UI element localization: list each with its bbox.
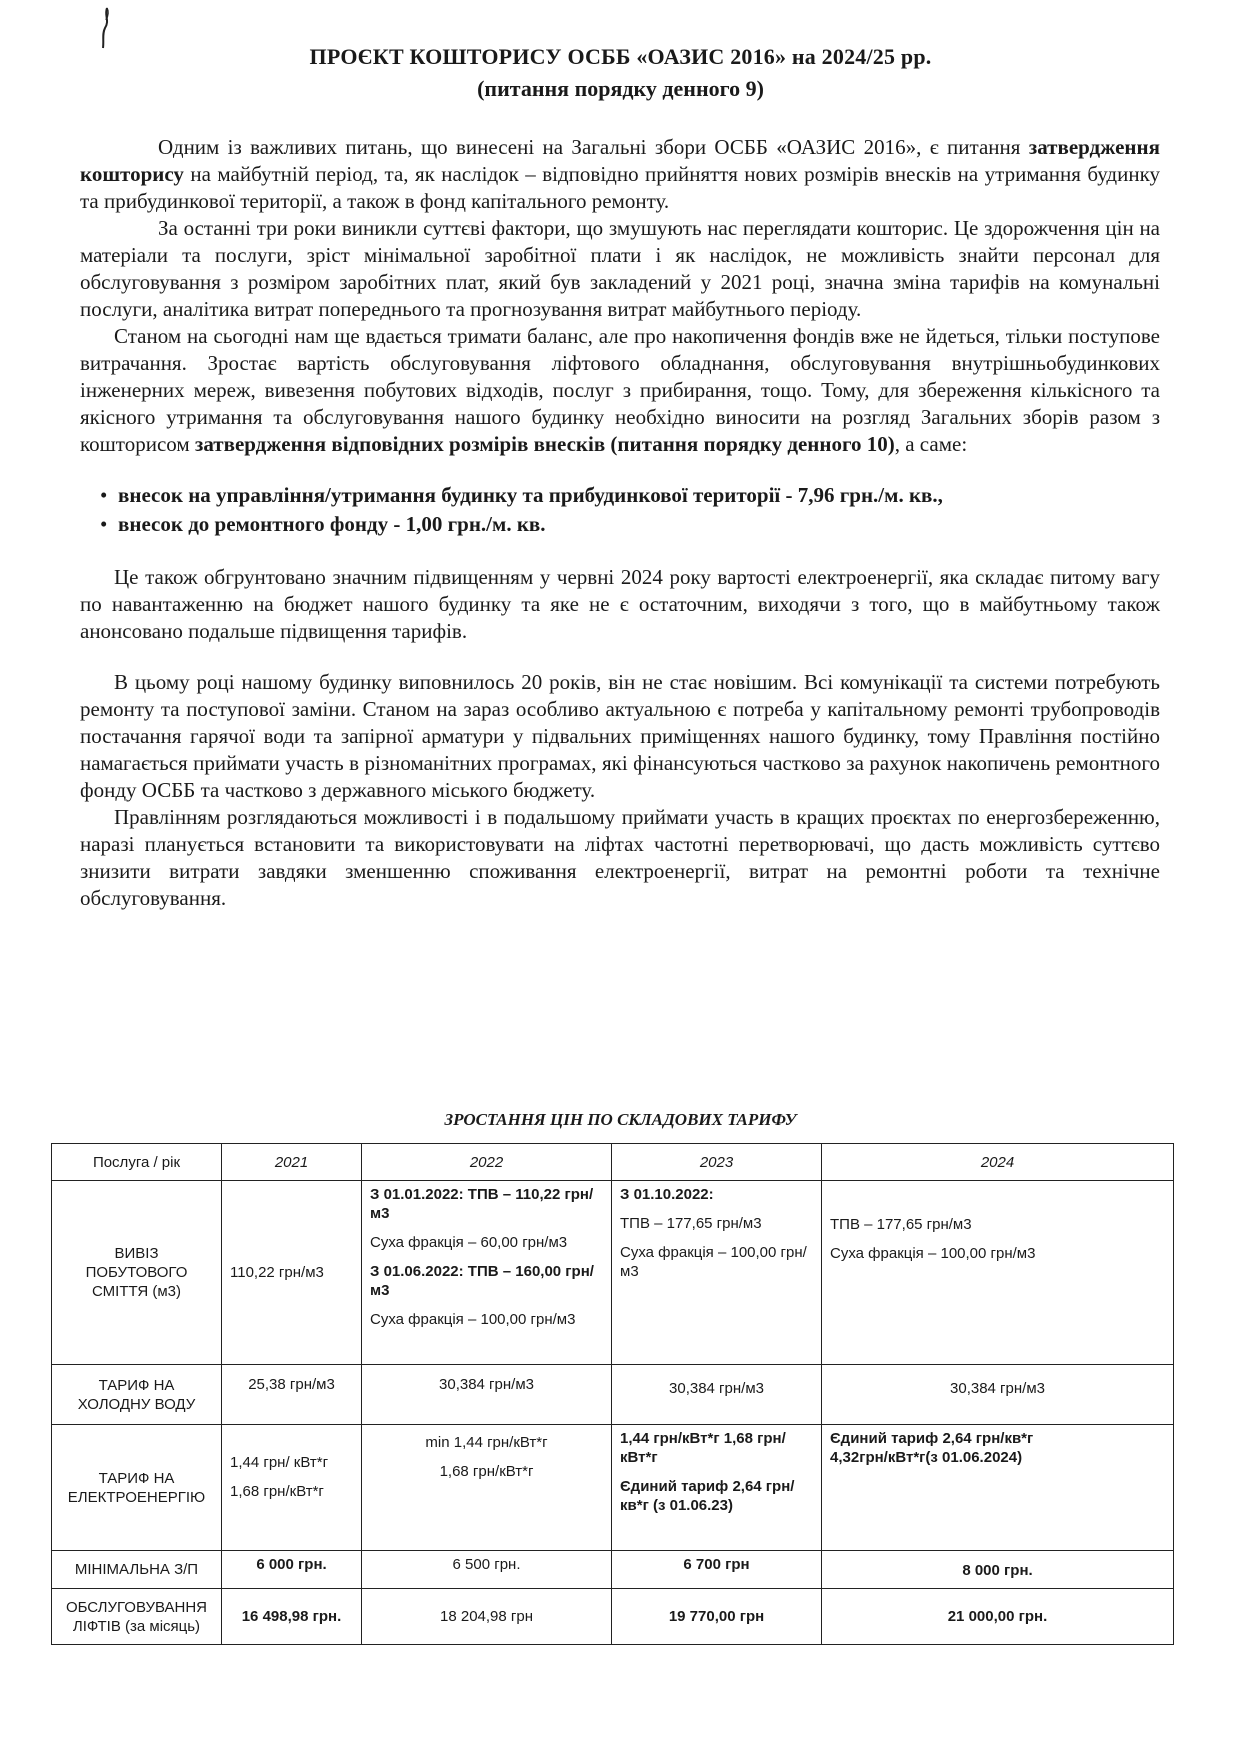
row-label-line: ОБСЛУГОВУВАННЯ: [65, 1598, 208, 1616]
cell-waste-2022: [362, 1181, 612, 1365]
row-label-line: ХОЛОДНУ ВОДУ: [77, 1395, 196, 1413]
cell-waste-2021: 110,22 грн/м3: [222, 1181, 362, 1365]
cell-line: Суха фракція – 100,00 грн/м3: [830, 1245, 1036, 1262]
cell-water-2022: 30,384 грн/м3: [362, 1365, 612, 1425]
row-label-line: ЕЛЕКТРОЕНЕРГІЮ: [67, 1488, 206, 1506]
header-year-2024: 2024: [822, 1144, 1174, 1181]
cell-elevator-2023: 19 770,00 грн: [612, 1589, 822, 1645]
cell-electricity-2022: [362, 1425, 612, 1551]
cell-line: 1,44 грн/ кВт*г: [230, 1454, 329, 1471]
paragraph-4: Це також обгрунтовано значним підвищенням у червні 2024 року вартості електроенергії, яка складає питому вагу по навантаженню на бюджет нашого будинку та яке не є остаточним, виходячи з того, що в майбутньому також анонсовано подальше підвищення тарифів.: [80, 565, 1160, 643]
header-service: Послуга / рік: [52, 1144, 222, 1181]
table-row: [52, 1425, 1174, 1551]
paragraph-3-emphasis: затвердження відповідних розмірів внесків (питання порядку денного 10): [194, 432, 895, 456]
cell-electricity-2023: [612, 1425, 822, 1551]
table-row: [52, 1181, 1174, 1365]
paragraph-3-text-a: Станом на сьогодні нам ще вдається тримати баланс, але про накопичення фондів вже не йдеться, тільки поступове витрачання. Зростає вартість обслуговування ліфтового обладнання, обслуговування внутрішньобудинкових інженерних мереж, вивезення побутових відходів, послуг з прибирання, тощо. Тому, для збереження кількісного та якісного утримання та обслуговування нашого будинку необхідно виносити на розгляд Загальних зборів разом з кошторисом: [80, 324, 1160, 456]
page-subtitle: (питання порядку денного 9): [477, 76, 764, 101]
cell-waste-2023: [612, 1181, 822, 1365]
cell-line: Єдиний тариф 2,64 грн/кв*г (з 01.06.23): [620, 1478, 795, 1514]
table-row: [52, 1365, 1174, 1425]
paragraph-3-text-c: , а саме:: [894, 432, 968, 456]
paragraph-5: В цьому році нашому будинку виповнилось 20 років, він не стає новішим. Всі комунікації та системи потребують ремонту та поступової заміни. Станом на зараз особливо актуальною є потреба у капітальному ремонті трубопроводів постачання гарячої води та запірної арматури у підвальних приміщеннях нашого будинку, тому Правління постійно намагається приймати участь в різноманітних програмах, які фінансуються частково за рахунок накопичень ремонтного фонду ОСББ та частково з державного міського бюджету.: [80, 670, 1160, 802]
cell-electricity-2024: [822, 1425, 1174, 1551]
cell-line: ТПВ – 177,65 грн/м3: [830, 1216, 972, 1233]
row-label-line: ЛІФТІВ (за місяць): [72, 1617, 201, 1635]
cell-water-2024: 30,384 грн/м3: [822, 1365, 1174, 1425]
row-label-line: ТАРИФ НА: [98, 1469, 175, 1487]
paragraph-1-emphasis: затвердження кошторису: [80, 135, 1160, 186]
table-header-row: [52, 1144, 1174, 1181]
cell-line: Суха фракція – 100,00 грн/м3: [620, 1244, 807, 1280]
row-label-min-wage: МІНІМАЛЬНА З/П: [52, 1551, 222, 1589]
cell-wage-2022: 6 500 грн.: [362, 1551, 612, 1589]
row-label-line: СМІТТЯ (м3): [92, 1283, 181, 1300]
cell-waste-2024: [822, 1181, 1174, 1365]
document-body: [80, 134, 1160, 912]
table-row: [52, 1589, 1174, 1645]
cell-line: З 01.01.2022: ТПВ – 110,22 грн/м3: [370, 1186, 594, 1222]
row-label-line: ТАРИФ НА: [98, 1376, 175, 1394]
cell-line: 1,68 грн/кВт*г: [230, 1483, 324, 1500]
paragraph-1-text-a: Одним із важливих питань, що винесені на Загальні збори ОСББ «ОАЗИС 2016», є питання: [158, 135, 1029, 159]
cell-wage-2024: 8 000 грн.: [822, 1551, 1174, 1589]
row-label-waste: [52, 1181, 222, 1365]
contribution-list: [80, 482, 1160, 540]
paragraph-2: За останні три роки виникли суттєві фактори, що змушують нас переглядати кошторис. Це здорожчення цін на матеріали та послуги, зріст мінімальної заробітної плати і як наслідок, не можливість знайти персонал для обслуговування з розміром заробітних плат, який був закладений у 2021 році, значна зміна тарифів на комунальні послуги, аналітика витрат попереднього та прогнозування витрат майбутнього періоду.: [80, 216, 1160, 321]
cell-line: min 1,44 грн/кВт*г: [425, 1434, 548, 1451]
cell-line: 1,68 грн/кВт*г: [439, 1463, 534, 1480]
paragraph-1-text-c: на майбутній період, та, як наслідок – відповідно прийняття нових розмірів внесків на утримання будинку та прибудинкової території, а також в фонд капітального ремонту.: [80, 162, 1160, 213]
cell-elevator-2024: 21 000,00 грн.: [822, 1589, 1174, 1645]
cell-line: 1,44 грн/кВт*г 1,68 грн/кВт*г: [620, 1430, 786, 1466]
table-row: [52, 1551, 1174, 1589]
header-year-2021: 2021: [222, 1144, 362, 1181]
row-label-line: ПОБУТОВОГО: [85, 1264, 188, 1281]
cell-line: Єдиний тариф 2,64 грн/кв*г: [830, 1430, 1034, 1447]
tariff-table: [51, 1143, 1174, 1645]
cell-line: ТПВ – 177,65 грн/м3: [620, 1215, 762, 1232]
cell-line: Суха фракція – 100,00 грн/м3: [370, 1311, 576, 1328]
cell-line: З 01.06.2022: ТПВ – 160,00 грн/м3: [370, 1263, 594, 1299]
cell-wage-2021: 6 000 грн.: [222, 1551, 362, 1589]
row-label-electricity: [52, 1425, 222, 1551]
row-label-line: ВИВІЗ: [114, 1245, 159, 1262]
header-year-2023: 2023: [612, 1144, 822, 1181]
cell-water-2021: 25,38 грн/м3: [222, 1365, 362, 1425]
row-label-elevator-service: [52, 1589, 222, 1645]
list-item-maintenance-contribution: • внесок на управління/утримання будинку та прибудинкової території - 7,96 грн./м. кв.,: [80, 482, 1160, 511]
table-caption: ЗРОСТАННЯ ЦІН ПО СКЛАДОВИХ ТАРИФУ: [444, 1110, 797, 1129]
cell-wage-2023: 6 700 грн: [612, 1551, 822, 1589]
cell-elevator-2021: 16 498,98 грн.: [222, 1589, 362, 1645]
paragraph-6: Правлінням розглядаються можливості і в подальшому приймати участь в кращих проєктах по енергозбереженню, наразі планується встановити та використовувати на ліфтах частотні перетворювачі, що дасть можливість суттєво знизити витрати завдяки зменшенню споживання електроенергії, витрат на ремонтні роботи та технічне обслуговування.: [80, 805, 1160, 910]
cell-line: З 01.10.2022:: [620, 1186, 714, 1203]
row-label-cold-water: [52, 1365, 222, 1425]
cell-line: 4,32грн/кВт*г(з 01.06.2024): [830, 1449, 1023, 1466]
page-title: ПРОЄКТ КОШТОРИСУ ОСББ «ОАЗИС 2016» на 2024/25 рр.: [309, 44, 932, 69]
cell-line: Суха фракція – 60,00 грн/м3: [370, 1234, 568, 1251]
list-item-repair-fund-contribution: • внесок до ремонтного фонду - 1,00 грн./м. кв.: [80, 511, 1160, 540]
paragraph-3: [80, 323, 1160, 458]
header-year-2022: 2022: [362, 1144, 612, 1181]
cell-electricity-2021: [222, 1425, 362, 1551]
cell-water-2023: 30,384 грн/м3: [612, 1365, 822, 1425]
cell-elevator-2022: 18 204,98 грн: [362, 1589, 612, 1645]
paragraph-1: [80, 134, 1160, 215]
